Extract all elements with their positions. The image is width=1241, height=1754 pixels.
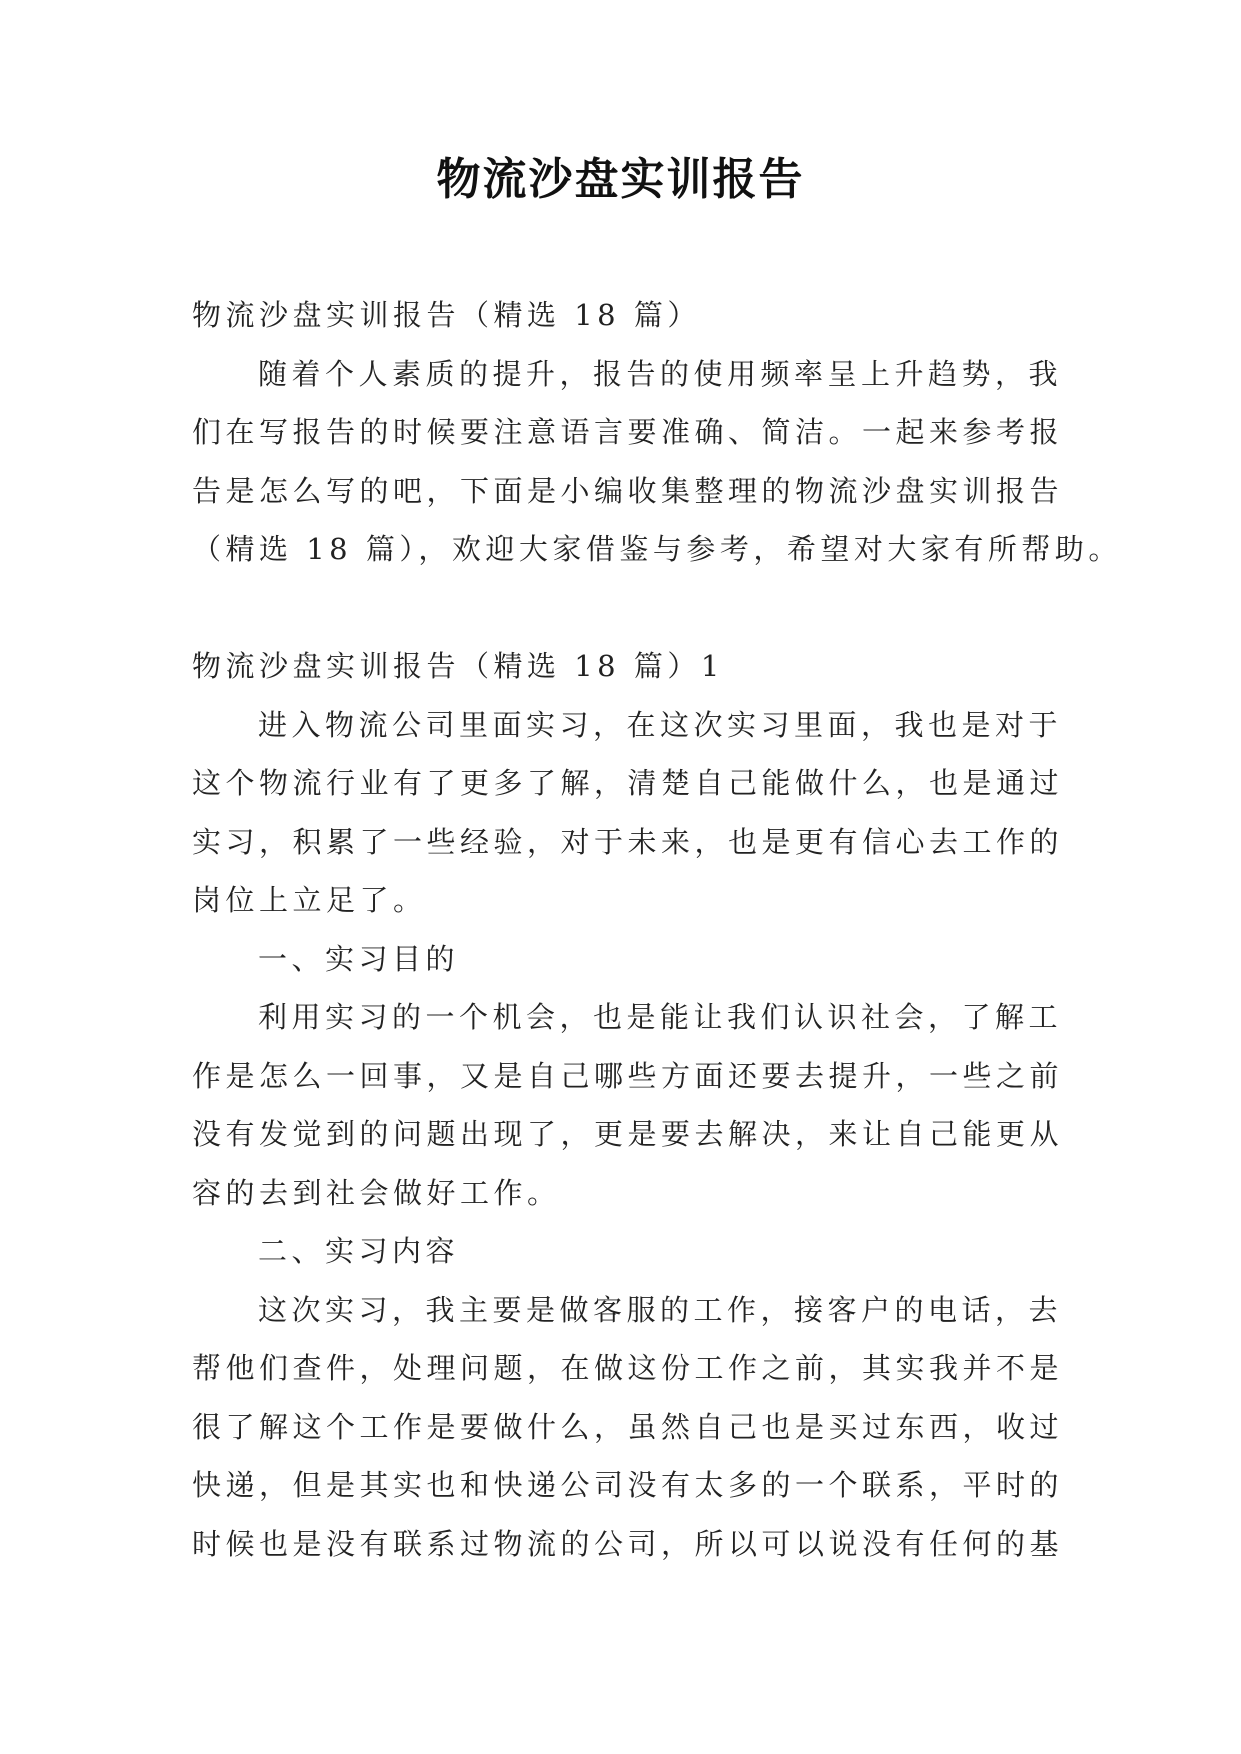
paragraph-line: 这次实习，我主要是做客服的工作，接客户的电话，去 (258, 1292, 1063, 1327)
intro-line: 随着个人素质的提升，报告的使用频率呈上升趋势，我 (258, 356, 1063, 391)
subheading-purpose: 一、实习目的 (258, 941, 460, 976)
document-title: 物流沙盘实训报告 (436, 154, 805, 205)
paragraph-line: 作是怎么一回事，又是自己哪些方面还要去提升，一些之前 (192, 1058, 1064, 1093)
intro-line: （精选 18 篇），欢迎大家借鉴与参考，希望对大家有所帮助。 (192, 532, 1122, 566)
paragraph-line: 快递，但是其实也和快递公司没有太多的一个联系，平时的 (192, 1468, 1064, 1502)
paragraph-line: 岗位上立足了。 (192, 883, 427, 917)
paragraph-line: 很了解这个工作是要做什么，虽然自己也是买过东西，收过 (192, 1409, 1064, 1444)
intro-line: 们在写报告的时候要注意语言要准确、简洁。一起来参考报 (192, 415, 1064, 449)
section-heading: 物流沙盘实训报告（精选 18 篇）1 (192, 649, 724, 683)
body-paragraph-3 (192, 1281, 1064, 1574)
document-body (192, 286, 1122, 1573)
paragraph-spacer (192, 579, 1054, 638)
paragraph-line: 容的去到社会做好工作。 (192, 1175, 561, 1210)
paragraph-line: 利用实习的一个机会，也是能让我们认识社会，了解工 (258, 1000, 1063, 1034)
body-paragraph-1 (192, 696, 1064, 930)
paragraph-line: 时候也是没有联系过物流的公司，所以可以说没有任何的基 (192, 1526, 1064, 1561)
intro-paragraph (192, 345, 1122, 579)
paragraph-line: 帮他们查件，处理问题，在做这份工作之前，其实我并不是 (192, 1351, 1064, 1385)
body-paragraph-2 (192, 988, 1064, 1222)
paragraph-line: 实习，积累了一些经验，对于未来，也是更有信心去工作的 (192, 824, 1064, 859)
paragraph-line: 这个物流行业有了更多了解，清楚自己能做什么，也是通过 (192, 766, 1064, 800)
document-subtitle: 物流沙盘实训报告（精选 18 篇） (192, 298, 701, 332)
paragraph-line: 没有发觉到的问题出现了，更是要去解决，来让自己能更从 (192, 1117, 1064, 1151)
intro-line: 告是怎么写的吧，下面是小编收集整理的物流沙盘实训报告 (192, 473, 1064, 508)
subheading-content: 二、实习内容 (258, 1234, 460, 1268)
paragraph-line: 进入物流公司里面实习，在这次实习里面，我也是对于 (258, 707, 1063, 742)
